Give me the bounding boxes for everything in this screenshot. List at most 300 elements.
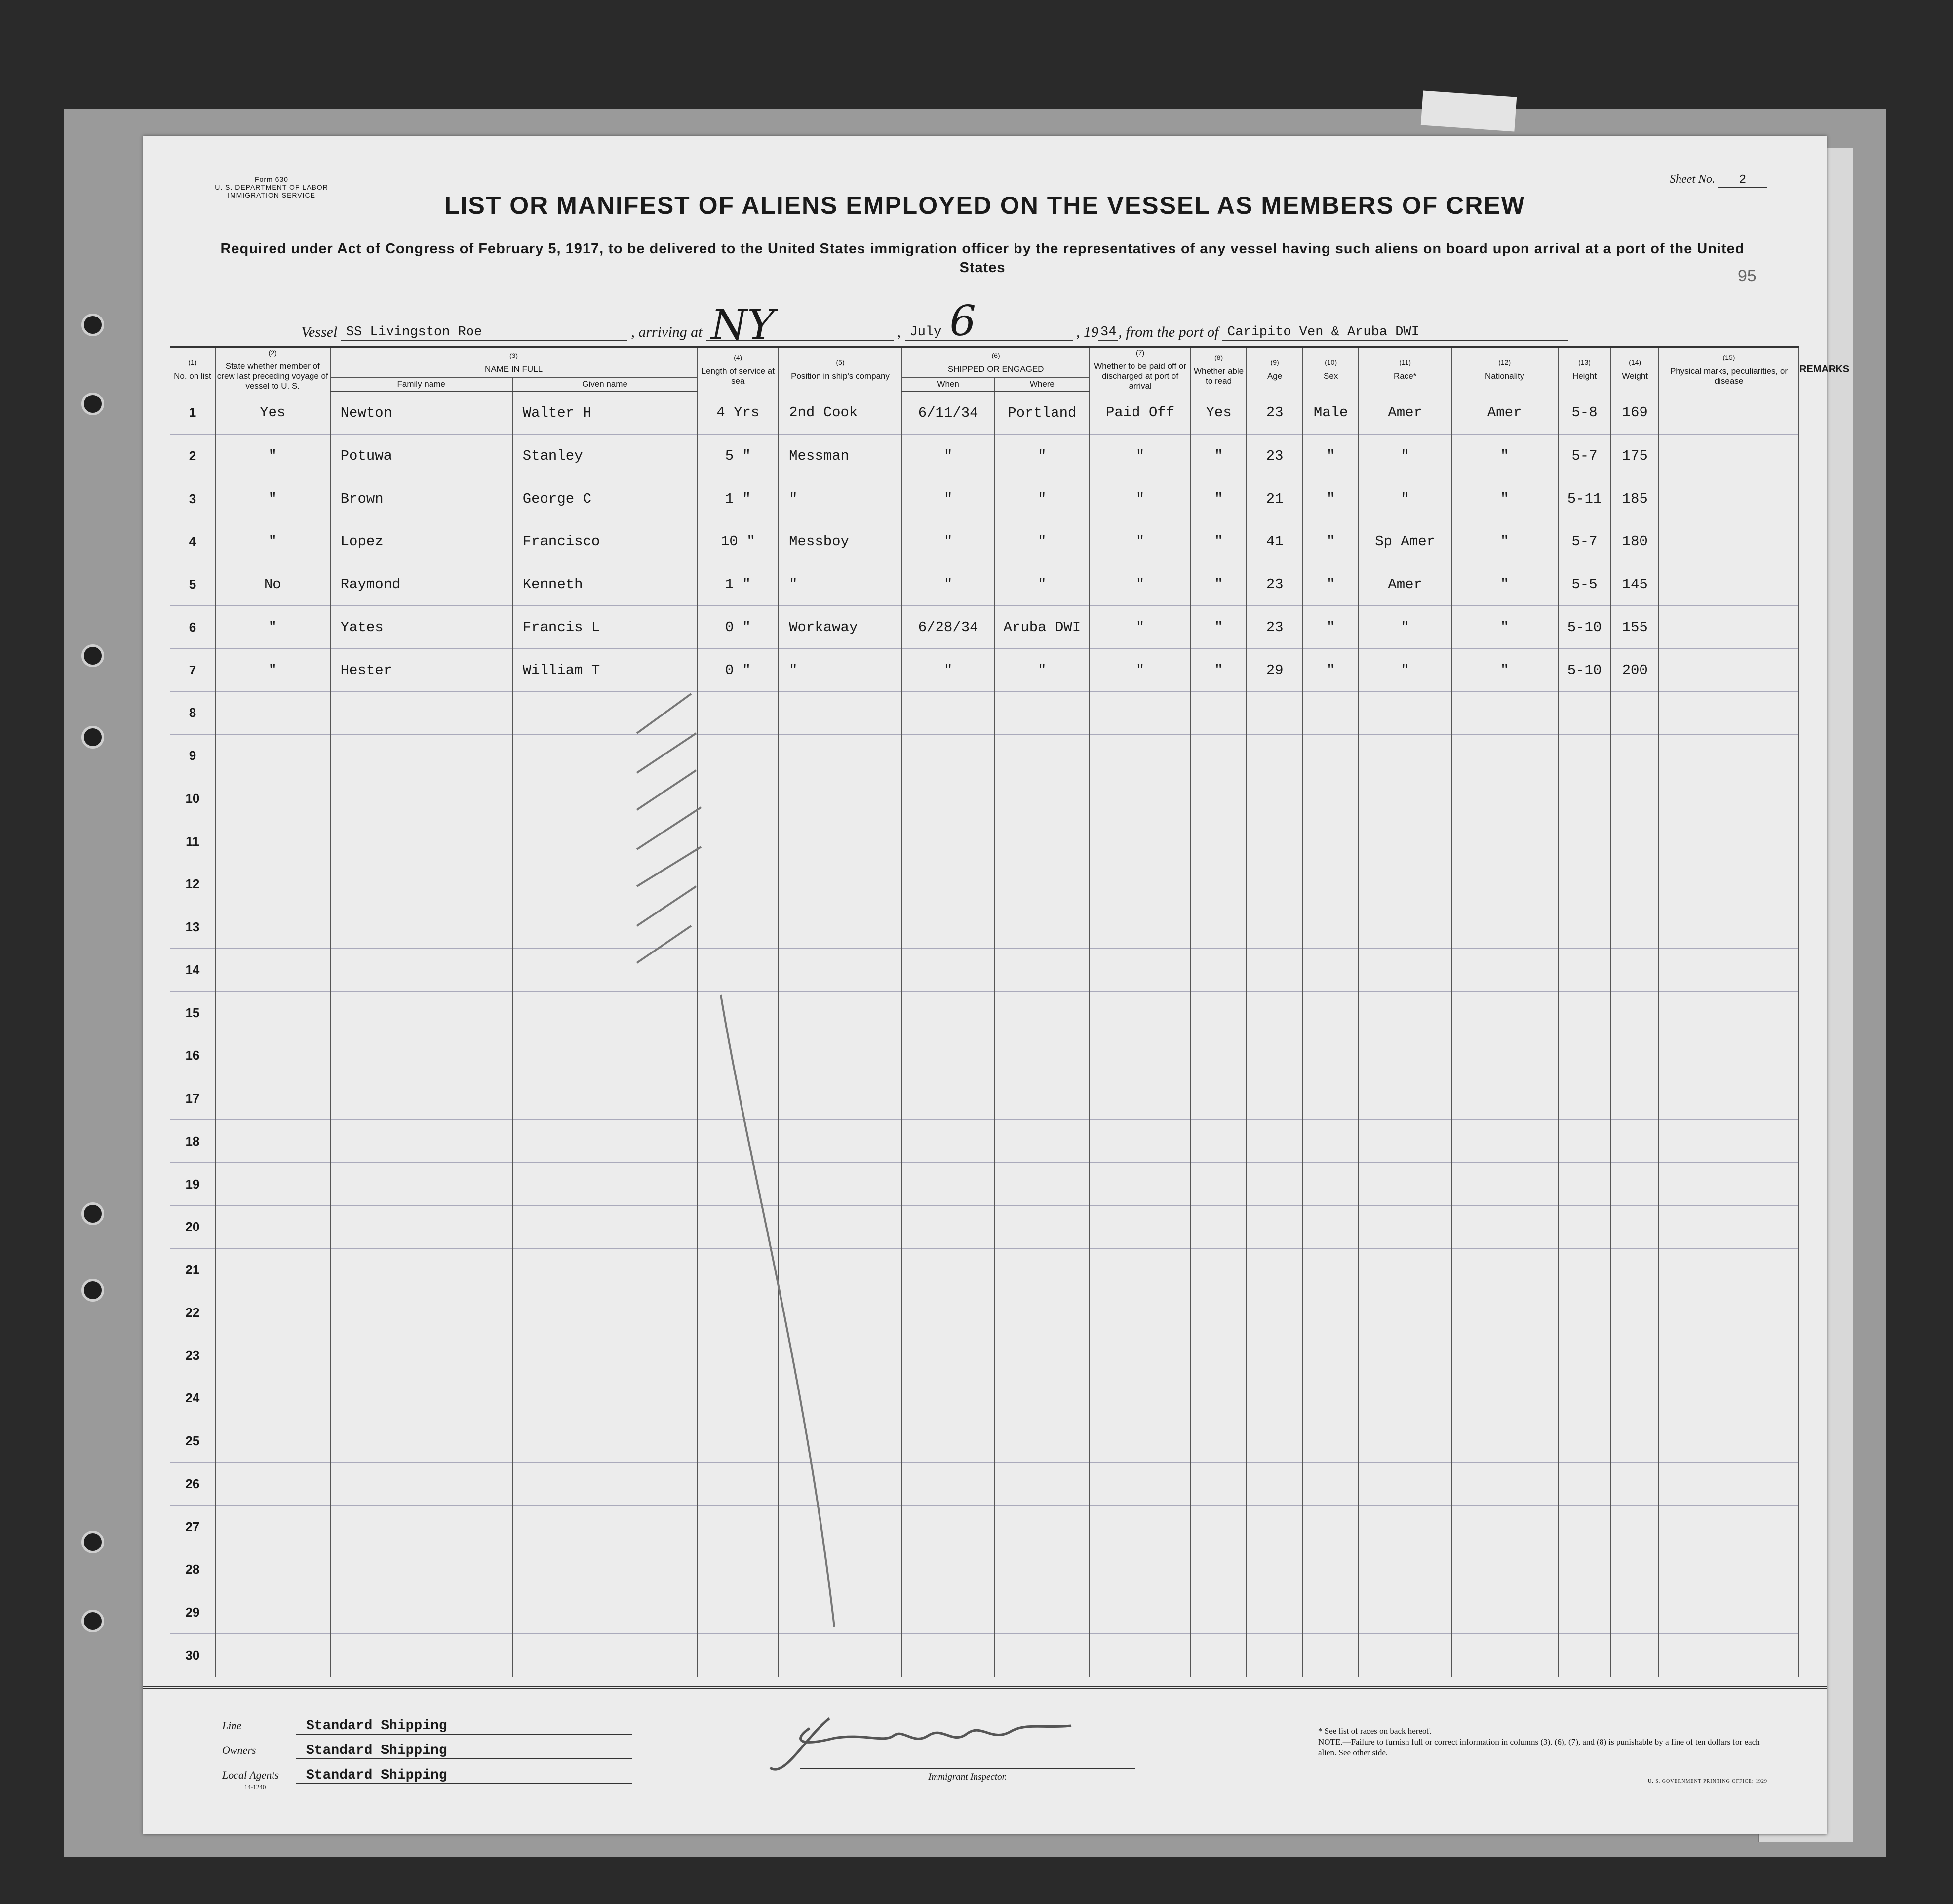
vessel-name: SS Livingston Roe bbox=[341, 325, 627, 341]
cell-prev bbox=[215, 1334, 330, 1377]
cell-where: Portland bbox=[994, 391, 1090, 435]
cell-read bbox=[1191, 1205, 1247, 1248]
cell-no: 30 bbox=[170, 1634, 215, 1677]
cell-age bbox=[1247, 691, 1303, 734]
cell-age bbox=[1247, 1591, 1303, 1634]
cell-paid bbox=[1090, 1463, 1190, 1506]
cell-paid bbox=[1090, 1077, 1190, 1120]
table-row bbox=[170, 477, 1799, 520]
col-family-name-header: Family name bbox=[330, 377, 512, 391]
cell-paid: " bbox=[1090, 435, 1190, 477]
col-where-header: Where bbox=[994, 377, 1090, 391]
cell-family: Brown bbox=[330, 477, 512, 520]
cell-no: 6 bbox=[170, 606, 215, 649]
cell-when bbox=[902, 734, 994, 777]
cell-nationality: " bbox=[1451, 649, 1558, 692]
cell-given: Stanley bbox=[512, 435, 698, 477]
cell-marks bbox=[1659, 1591, 1799, 1634]
cell-marks bbox=[1659, 1205, 1799, 1248]
cell-position bbox=[779, 820, 902, 863]
cell-weight bbox=[1611, 992, 1659, 1034]
cell-no: 2 bbox=[170, 435, 215, 477]
cell-weight: 155 bbox=[1611, 606, 1659, 649]
cell-race bbox=[1359, 1205, 1451, 1248]
cell-position bbox=[779, 1120, 902, 1163]
cell-age bbox=[1247, 906, 1303, 949]
cell-marks bbox=[1659, 1334, 1799, 1377]
punch-hole bbox=[81, 726, 104, 749]
cell-position bbox=[779, 691, 902, 734]
cell-service bbox=[697, 1634, 779, 1677]
cell-weight bbox=[1611, 906, 1659, 949]
inspector-label: Immigrant Inspector. bbox=[928, 1772, 1007, 1782]
punch-hole bbox=[81, 1610, 104, 1632]
cell-race bbox=[1359, 734, 1451, 777]
cell-sex bbox=[1303, 1291, 1359, 1334]
cell-position: " bbox=[779, 563, 902, 606]
cell-when bbox=[902, 1248, 994, 1291]
cell-height bbox=[1558, 820, 1611, 863]
line-label: Line bbox=[222, 1719, 242, 1732]
cell-service bbox=[697, 1548, 779, 1591]
cell-marks bbox=[1659, 606, 1799, 649]
cell-prev bbox=[215, 777, 330, 820]
cell-height bbox=[1558, 1120, 1611, 1163]
cell-race bbox=[1359, 1420, 1451, 1463]
cell-position bbox=[779, 1463, 902, 1506]
arrival-day: 6 bbox=[949, 297, 976, 345]
cell-when: " bbox=[902, 520, 994, 563]
cell-where: " bbox=[994, 563, 1090, 606]
table-row bbox=[170, 1377, 1799, 1420]
cell-read bbox=[1191, 1377, 1247, 1420]
cell-given: Kenneth bbox=[512, 563, 698, 606]
cell-service bbox=[697, 906, 779, 949]
cell-height: 5-5 bbox=[1558, 563, 1611, 606]
cell-nationality bbox=[1451, 691, 1558, 734]
col-read-header: (8) Whether able to read bbox=[1191, 347, 1247, 391]
cell-sex bbox=[1303, 1163, 1359, 1206]
cell-read bbox=[1191, 1506, 1247, 1548]
cell-service bbox=[697, 1334, 779, 1377]
cell-race: Sp Amer bbox=[1359, 520, 1451, 563]
cell-sex bbox=[1303, 1548, 1359, 1591]
cell-paid: " bbox=[1090, 649, 1190, 692]
cell-height bbox=[1558, 1506, 1611, 1548]
col-given-name-header: Given name bbox=[512, 377, 698, 391]
cell-sex bbox=[1303, 691, 1359, 734]
form-code: 14-1240 bbox=[244, 1784, 266, 1791]
cell-paid bbox=[1090, 1248, 1190, 1291]
cell-position bbox=[779, 1034, 902, 1077]
cell-weight: 185 bbox=[1611, 477, 1659, 520]
cell-weight bbox=[1611, 1506, 1659, 1548]
cell-service: 5 " bbox=[697, 435, 779, 477]
cell-service: 1 " bbox=[697, 477, 779, 520]
cell-when bbox=[902, 1634, 994, 1677]
cell-family bbox=[330, 1163, 512, 1206]
cell-position: 2nd Cook bbox=[779, 391, 902, 435]
cell-weight: 175 bbox=[1611, 435, 1659, 477]
inspector-signature bbox=[765, 1708, 1101, 1783]
cell-height bbox=[1558, 1034, 1611, 1077]
cell-prev bbox=[215, 1420, 330, 1463]
cell-marks bbox=[1659, 863, 1799, 906]
cell-when bbox=[902, 1034, 994, 1077]
cell-position bbox=[779, 1248, 902, 1291]
cell-when: " bbox=[902, 477, 994, 520]
cell-nationality bbox=[1451, 949, 1558, 992]
manifest-sheet bbox=[143, 136, 1850, 1834]
cell-paid bbox=[1090, 1334, 1190, 1377]
cell-family bbox=[330, 1248, 512, 1291]
cell-sex: " bbox=[1303, 649, 1359, 692]
cell-given bbox=[512, 1548, 698, 1591]
cell-read bbox=[1191, 1420, 1247, 1463]
cell-weight bbox=[1611, 1248, 1659, 1291]
cell-no: 25 bbox=[170, 1420, 215, 1463]
cell-age bbox=[1247, 1205, 1303, 1248]
table-row bbox=[170, 691, 1799, 734]
cell-position bbox=[779, 1377, 902, 1420]
cell-read bbox=[1191, 1591, 1247, 1634]
cell-sex: " bbox=[1303, 606, 1359, 649]
cell-height bbox=[1558, 863, 1611, 906]
cell-read bbox=[1191, 906, 1247, 949]
cell-nationality: " bbox=[1451, 435, 1558, 477]
cell-race: " bbox=[1359, 606, 1451, 649]
cell-age: 23 bbox=[1247, 435, 1303, 477]
cell-given bbox=[512, 734, 698, 777]
cell-age bbox=[1247, 992, 1303, 1034]
cell-marks bbox=[1659, 520, 1799, 563]
table-row bbox=[170, 820, 1799, 863]
cell-where bbox=[994, 1334, 1090, 1377]
cell-weight bbox=[1611, 1377, 1659, 1420]
punch-hole bbox=[81, 1531, 104, 1553]
cell-paid bbox=[1090, 1034, 1190, 1077]
footer bbox=[143, 1686, 1827, 1837]
cell-family bbox=[330, 1377, 512, 1420]
cell-height: 5-7 bbox=[1558, 520, 1611, 563]
cell-weight: 200 bbox=[1611, 649, 1659, 692]
cell-position: " bbox=[779, 649, 902, 692]
cell-when bbox=[902, 906, 994, 949]
cell-sex bbox=[1303, 1334, 1359, 1377]
cell-sex: " bbox=[1303, 435, 1359, 477]
cell-sex bbox=[1303, 777, 1359, 820]
cell-where bbox=[994, 1077, 1090, 1120]
cell-family: Yates bbox=[330, 606, 512, 649]
cell-family: Hester bbox=[330, 649, 512, 692]
cell-no: 15 bbox=[170, 992, 215, 1034]
table-row bbox=[170, 1334, 1799, 1377]
cell-read: Yes bbox=[1191, 391, 1247, 435]
cell-given bbox=[512, 1077, 698, 1120]
cell-position: Messman bbox=[779, 435, 902, 477]
col-sex-header: (10) Sex bbox=[1303, 347, 1359, 391]
cell-height: 5-11 bbox=[1558, 477, 1611, 520]
cell-age bbox=[1247, 1120, 1303, 1163]
cell-family bbox=[330, 1506, 512, 1548]
cell-service bbox=[697, 1248, 779, 1291]
cell-nationality bbox=[1451, 992, 1558, 1034]
cell-prev: " bbox=[215, 477, 330, 520]
cell-position bbox=[779, 1077, 902, 1120]
cell-marks bbox=[1659, 1377, 1799, 1420]
cell-family: Newton bbox=[330, 391, 512, 435]
cell-nationality bbox=[1451, 777, 1558, 820]
cell-service bbox=[697, 820, 779, 863]
cell-race bbox=[1359, 1291, 1451, 1334]
cell-family bbox=[330, 1420, 512, 1463]
cell-marks bbox=[1659, 1163, 1799, 1206]
cell-weight bbox=[1611, 820, 1659, 863]
cell-read bbox=[1191, 820, 1247, 863]
cell-nationality: " bbox=[1451, 606, 1558, 649]
cell-position bbox=[779, 1420, 902, 1463]
cell-no: 19 bbox=[170, 1163, 215, 1206]
punch-hole bbox=[81, 1279, 104, 1302]
cell-no: 18 bbox=[170, 1120, 215, 1163]
cell-marks bbox=[1659, 906, 1799, 949]
cell-position bbox=[779, 906, 902, 949]
cell-paid bbox=[1090, 691, 1190, 734]
cell-read: " bbox=[1191, 477, 1247, 520]
cell-weight bbox=[1611, 1291, 1659, 1334]
cell-read bbox=[1191, 1634, 1247, 1677]
cell-position bbox=[779, 1506, 902, 1548]
cell-marks bbox=[1659, 1120, 1799, 1163]
cell-read bbox=[1191, 1034, 1247, 1077]
cell-when bbox=[902, 1506, 994, 1548]
cell-sex bbox=[1303, 949, 1359, 992]
cell-marks bbox=[1659, 1506, 1799, 1548]
cell-race: " bbox=[1359, 435, 1451, 477]
cell-age bbox=[1247, 1291, 1303, 1334]
cell-no: 14 bbox=[170, 949, 215, 992]
table-row bbox=[170, 734, 1799, 777]
cell-prev bbox=[215, 1463, 330, 1506]
cell-prev bbox=[215, 691, 330, 734]
cell-marks bbox=[1659, 949, 1799, 992]
table-row bbox=[170, 1163, 1799, 1206]
cell-weight bbox=[1611, 1591, 1659, 1634]
owners-label: Owners bbox=[222, 1744, 256, 1756]
cell-when: 6/11/34 bbox=[902, 391, 994, 435]
cell-race bbox=[1359, 992, 1451, 1034]
cell-given bbox=[512, 949, 698, 992]
cell-when bbox=[902, 1591, 994, 1634]
cell-age bbox=[1247, 1034, 1303, 1077]
owners-row bbox=[222, 1743, 632, 1759]
cell-when: " bbox=[902, 435, 994, 477]
col-name-header: (3) NAME IN FULL bbox=[330, 347, 698, 377]
footnotes bbox=[1318, 1726, 1772, 1758]
cell-service bbox=[697, 1463, 779, 1506]
arrival-date bbox=[905, 297, 1073, 345]
cell-given bbox=[512, 1034, 698, 1077]
cell-race bbox=[1359, 1463, 1451, 1506]
cell-when: " bbox=[902, 563, 994, 606]
table-row bbox=[170, 391, 1799, 435]
punch-hole bbox=[81, 1202, 104, 1225]
race-note: * See list of races on back hereof. bbox=[1318, 1726, 1432, 1736]
table-row bbox=[170, 563, 1799, 606]
cell-height bbox=[1558, 1591, 1611, 1634]
cell-position: Workaway bbox=[779, 606, 902, 649]
cell-read bbox=[1191, 1163, 1247, 1206]
cell-weight bbox=[1611, 1334, 1659, 1377]
cell-where bbox=[994, 1591, 1090, 1634]
cell-position bbox=[779, 1591, 902, 1634]
cell-paid: " bbox=[1090, 563, 1190, 606]
cell-read bbox=[1191, 1120, 1247, 1163]
cell-race bbox=[1359, 1120, 1451, 1163]
margin-number: 95 bbox=[1738, 267, 1757, 285]
cell-service bbox=[697, 1506, 779, 1548]
cell-service bbox=[697, 992, 779, 1034]
cell-when bbox=[902, 777, 994, 820]
table-row bbox=[170, 1634, 1799, 1677]
line-value: Standard Shipping bbox=[296, 1718, 632, 1735]
agents-row bbox=[222, 1768, 632, 1784]
cell-where bbox=[994, 906, 1090, 949]
cell-service bbox=[697, 1205, 779, 1248]
cell-race: " bbox=[1359, 649, 1451, 692]
cell-height bbox=[1558, 906, 1611, 949]
from-label: , from the port of bbox=[1118, 324, 1219, 340]
cell-no: 28 bbox=[170, 1548, 215, 1591]
cell-marks bbox=[1659, 777, 1799, 820]
cell-nationality: " bbox=[1451, 520, 1558, 563]
cell-age bbox=[1247, 1420, 1303, 1463]
cell-height: 5-7 bbox=[1558, 435, 1611, 477]
cell-read bbox=[1191, 949, 1247, 992]
cell-where bbox=[994, 1205, 1090, 1248]
cell-nationality bbox=[1451, 1334, 1558, 1377]
cell-age bbox=[1247, 820, 1303, 863]
cell-prev bbox=[215, 949, 330, 992]
cell-height bbox=[1558, 1205, 1611, 1248]
cell-position: Messboy bbox=[779, 520, 902, 563]
cell-position bbox=[779, 1205, 902, 1248]
cell-sex bbox=[1303, 1420, 1359, 1463]
cell-height bbox=[1558, 1377, 1611, 1420]
cell-read bbox=[1191, 1077, 1247, 1120]
table-row bbox=[170, 520, 1799, 563]
cell-age bbox=[1247, 1334, 1303, 1377]
cell-where bbox=[994, 1420, 1090, 1463]
agents-value: Standard Shipping bbox=[296, 1768, 632, 1784]
cell-family bbox=[330, 1334, 512, 1377]
col-age-header: (9) Age bbox=[1247, 347, 1303, 391]
cell-where: " bbox=[994, 520, 1090, 563]
cell-family bbox=[330, 1205, 512, 1248]
cell-service bbox=[697, 1163, 779, 1206]
cell-sex: " bbox=[1303, 563, 1359, 606]
cell-no: 8 bbox=[170, 691, 215, 734]
cell-race: Amer bbox=[1359, 391, 1451, 435]
cell-paid bbox=[1090, 1634, 1190, 1677]
cell-prev bbox=[215, 1163, 330, 1206]
cell-sex bbox=[1303, 906, 1359, 949]
cell-service bbox=[697, 1034, 779, 1077]
cell-paid bbox=[1090, 1506, 1190, 1548]
cell-weight bbox=[1611, 1163, 1659, 1206]
cell-given bbox=[512, 1420, 698, 1463]
cell-nationality bbox=[1451, 1291, 1558, 1334]
cell-position bbox=[779, 1634, 902, 1677]
cell-no: 9 bbox=[170, 734, 215, 777]
cell-when bbox=[902, 1334, 994, 1377]
cell-given bbox=[512, 1634, 698, 1677]
table-row bbox=[170, 649, 1799, 692]
form-number: Form 630 bbox=[255, 175, 288, 183]
cell-weight bbox=[1611, 1034, 1659, 1077]
cell-weight: 145 bbox=[1611, 563, 1659, 606]
cell-no: 16 bbox=[170, 1034, 215, 1077]
printer-imprint: U. S. GOVERNMENT PRINTING OFFICE: 1929 bbox=[1648, 1779, 1767, 1784]
cell-race bbox=[1359, 949, 1451, 992]
vessel-label: Vessel bbox=[301, 324, 338, 340]
cell-family bbox=[330, 820, 512, 863]
cell-position bbox=[779, 1334, 902, 1377]
arriving-label: , arriving at bbox=[631, 324, 703, 340]
col-shipped-header: (6) SHIPPED OR ENGAGED bbox=[902, 347, 1090, 377]
cell-given bbox=[512, 1377, 698, 1420]
cell-no: 13 bbox=[170, 906, 215, 949]
cell-paid bbox=[1090, 820, 1190, 863]
cell-height bbox=[1558, 1248, 1611, 1291]
cell-paid bbox=[1090, 1163, 1190, 1206]
cell-marks bbox=[1659, 435, 1799, 477]
cell-height: 5-8 bbox=[1558, 391, 1611, 435]
cell-prev bbox=[215, 1377, 330, 1420]
cell-service bbox=[697, 691, 779, 734]
cell-weight: 180 bbox=[1611, 520, 1659, 563]
cell-weight bbox=[1611, 1634, 1659, 1677]
cell-height: 5-10 bbox=[1558, 649, 1611, 692]
cell-no: 27 bbox=[170, 1506, 215, 1548]
cell-age bbox=[1247, 1506, 1303, 1548]
cell-race bbox=[1359, 1548, 1451, 1591]
cell-given: Francisco bbox=[512, 520, 698, 563]
cell-race: Amer bbox=[1359, 563, 1451, 606]
cell-position bbox=[779, 863, 902, 906]
col-height-header: (13) Height bbox=[1558, 347, 1611, 391]
cell-service: 4 Yrs bbox=[697, 391, 779, 435]
cell-marks bbox=[1659, 649, 1799, 692]
page-title: LIST OR MANIFEST OF ALIENS EMPLOYED ON THE VESSEL AS MEMBERS OF CREW bbox=[444, 192, 1525, 219]
vessel-line: Vessel SS Livingston Roe , arriving at NY , July 6 , 19 34 , from the port of Caripito Ven & Aruba DWI bbox=[301, 306, 1568, 341]
cell-prev bbox=[215, 1548, 330, 1591]
cell-when: " bbox=[902, 649, 994, 692]
col-paid-off-header: (7) Whether to be paid off or discharged at port of arrival bbox=[1090, 347, 1190, 391]
cell-height bbox=[1558, 949, 1611, 992]
cell-prev bbox=[215, 1291, 330, 1334]
arrival-year: 34 bbox=[1098, 325, 1118, 341]
cell-sex bbox=[1303, 1205, 1359, 1248]
cell-when bbox=[902, 1205, 994, 1248]
cell-where bbox=[994, 1163, 1090, 1206]
cell-where bbox=[994, 1248, 1090, 1291]
cell-age bbox=[1247, 1163, 1303, 1206]
cell-paid bbox=[1090, 949, 1190, 992]
line-row bbox=[222, 1718, 632, 1735]
cell-when bbox=[902, 1420, 994, 1463]
cell-service: 0 " bbox=[697, 606, 779, 649]
